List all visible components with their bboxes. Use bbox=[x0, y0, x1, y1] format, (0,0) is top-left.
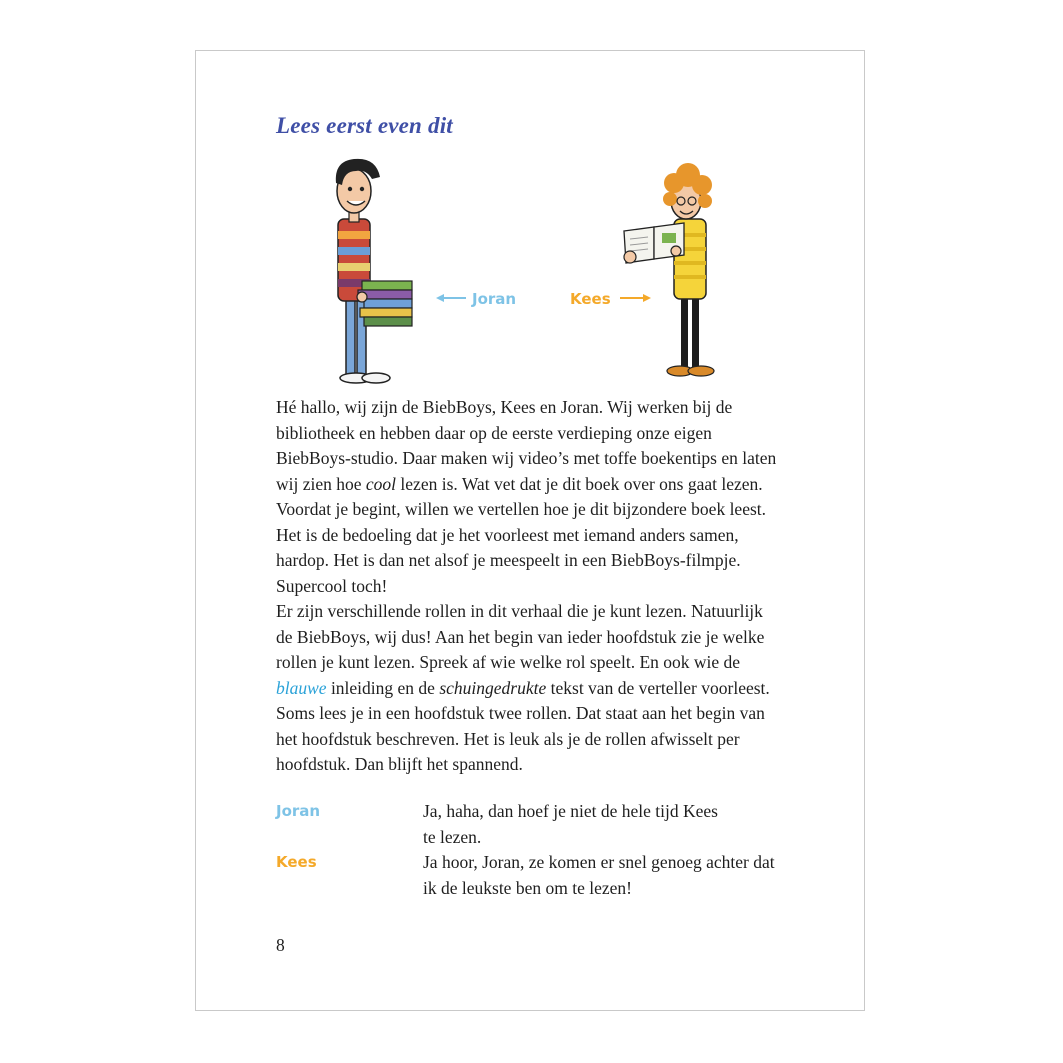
dialogue-line: Ja hoor, Joran, ze komen er snel genoeg achter dat bbox=[423, 852, 775, 872]
kees-illustration bbox=[624, 163, 714, 376]
text-line: BiebBoys-studio. Daar maken wij video’s met toffe boekentips en laten bbox=[276, 448, 777, 468]
dialogue-line: te lezen. bbox=[423, 826, 482, 847]
dialogue bbox=[276, 799, 816, 901]
text-line: Voordat je begint, willen we vertellen hoe je dit bijzondere boek leest. bbox=[276, 499, 767, 519]
page-title: Lees eerst even dit bbox=[276, 113, 453, 138]
biebboys-illustration bbox=[196, 51, 866, 396]
text-segment: lezen is. Wat vet dat je dit boek over ons gaat lezen. bbox=[396, 473, 763, 494]
text-segment: wij zien hoe bbox=[276, 473, 366, 494]
emphasis-schuingedrukte: schuingedrukte bbox=[439, 677, 547, 698]
joran-label: Joran bbox=[472, 290, 517, 308]
text-line: Soms lees je in een hoofdstuk twee rollen. Dat staat aan het begin van bbox=[276, 703, 765, 723]
dialogue-text bbox=[423, 850, 816, 901]
page-number: 8 bbox=[276, 935, 285, 955]
dialogue-text bbox=[423, 799, 816, 850]
text-line: de BiebBoys, wij dus! Aan het begin van ieder hoofdstuk zie je welke bbox=[276, 626, 765, 647]
emphasis-blauwe: blauwe bbox=[276, 677, 327, 698]
dialogue-row-kees bbox=[276, 850, 816, 901]
text-line: bibliotheek en hebben daar op de eerste verdieping onze eigen bbox=[276, 422, 712, 443]
speaker-kees: Kees bbox=[276, 853, 317, 871]
text-line: het hoofdstuk beschreven. Het is leuk als je de rollen afwisselt per bbox=[276, 728, 740, 749]
text-line: Het is de bedoeling dat je het voorleest met iemand anders samen, bbox=[276, 524, 739, 545]
text-line bbox=[276, 472, 806, 498]
dialogue-line: ik de leukste ben om te lezen! bbox=[423, 877, 632, 898]
kees-label: Kees bbox=[570, 290, 611, 308]
joran-illustration bbox=[336, 159, 412, 383]
book-page bbox=[195, 50, 865, 1011]
intro-text bbox=[276, 395, 806, 778]
dialogue-row-joran bbox=[276, 799, 816, 850]
kees-arrow-label bbox=[570, 290, 651, 308]
joran-arrow-label bbox=[436, 290, 516, 308]
emphasis-cool: cool bbox=[365, 473, 397, 494]
dialogue-line: Ja, haha, dan hoef je niet de hele tijd Kees bbox=[423, 801, 718, 821]
text-line: Hé hallo, wij zijn de BiebBoys, Kees en Joran. Wij werken bij de bbox=[276, 397, 733, 417]
text-line: hoofdstuk. Dan blijft het spannend. bbox=[276, 754, 523, 774]
text-line bbox=[276, 676, 806, 702]
speaker-joran: Joran bbox=[276, 802, 321, 820]
text-line: rollen je kunt lezen. Spreek af wie welke rol speelt. En ook wie de bbox=[276, 652, 741, 672]
text-line: hardop. Het is dan net alsof je meespeelt in een BiebBoys-filmpje. bbox=[276, 550, 741, 570]
text-line: Er zijn verschillende rollen in dit verhaal die je kunt lezen. Natuurlijk bbox=[276, 601, 763, 621]
text-segment: tekst van de verteller voorleest. bbox=[546, 677, 770, 698]
text-line: Supercool toch! bbox=[276, 575, 388, 596]
text-segment: inleiding en de bbox=[326, 677, 440, 698]
